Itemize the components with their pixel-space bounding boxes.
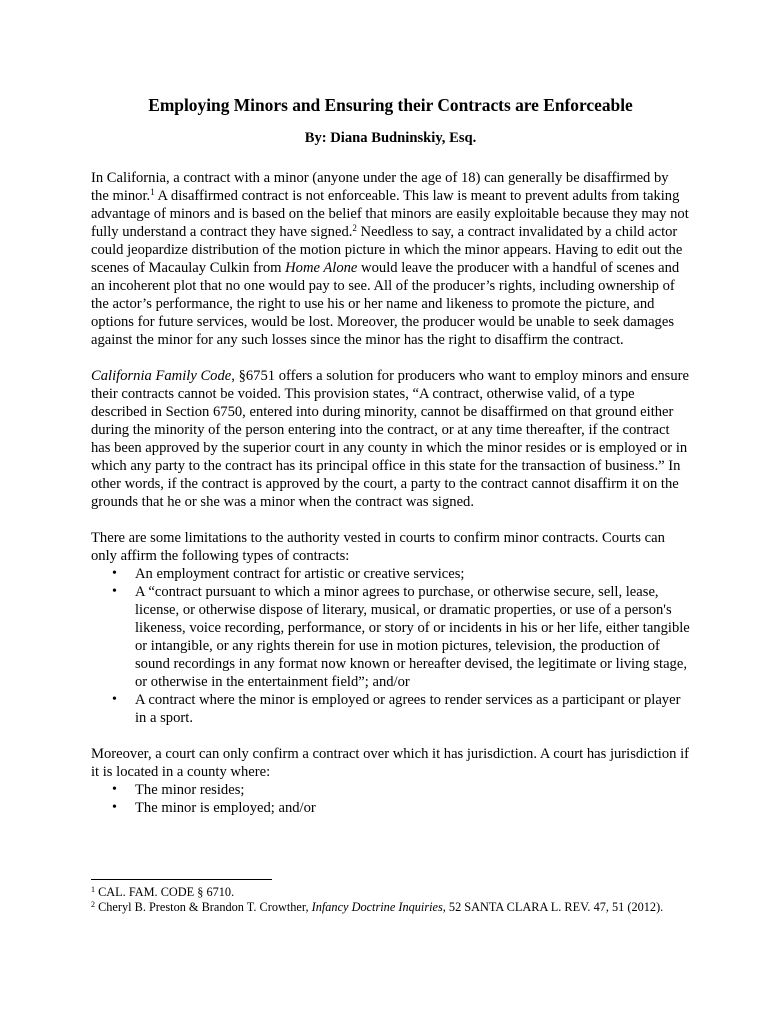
list-item [112,691,690,727]
author-byline: By: Diana Budninskiy, Esq. [304,130,477,146]
list-item [112,799,690,817]
footnote-ref-1[interactable]: 1 [150,187,155,197]
family-code-text: , §6751 offers a solution for producers who want to employ minors and ensure their contracts cannot be voided. This provision states, “A contract, otherwise valid, of a type described in Section 6750, entered into during minority, cannot be disaffirmed on that ground either during the minority of the person entering into the contract, or at any time thereafter, if the contract has been approved by the superior court in any county in which the minor resides or is employed or in which any party to the contract has its principal office in this state for the transaction of business.” In other words, if the contract is approved by the court, a party to the contract cannot disaffirm it on the grounds that he or she was a minor when the contract was signed. [91,368,689,510]
paragraph-family-code [91,367,690,511]
list-item [112,781,690,799]
article-title: Infancy Doctrine Inquiries [311,900,443,914]
list-item-text: The minor resides; [135,782,245,798]
footnote-text-pre: Cheryl B. Preston & Brandon T. Crowther, [98,900,312,914]
list-item-text: An employment contract for artistic or creative services; [135,566,465,582]
bullet-icon: • [112,782,117,797]
intro-text-2: A disaffirmed contract is not enforceable. This law is meant to prevent adults from taking advantage of minors and is based on the belief that minors are easily exploitable because they may not fully understand a contract they have signed. [91,188,689,240]
footnote-text-post: , 52 SANTA CLARA L. REV. 47, 51 (2012). [442,900,664,914]
intro-text-3: Needless to say, a contract invalidated by a child actor could jeopardize distribution of the motion picture in which the minor appears. Having to edit out the scenes of Macaulay Culkin from [91,224,683,276]
paragraph-jurisdiction: Moreover, a court can only confirm a contract over which it has jurisdiction. A court has jurisdiction if it is located in a county where: [91,746,690,780]
list-item [112,583,690,691]
footnotes [91,885,691,915]
bullet-icon: • [112,692,117,707]
footnote-1 [91,885,691,900]
footnote-2 [91,900,691,915]
footnote-text: CAL. FAM. CODE § 6710. [98,885,235,899]
document-title: Employing Minors and Ensuring their Contracts are Enforceable [148,95,633,115]
code-title: California Family Code [91,368,232,384]
list-item-text: The minor is employed; and/or [135,800,316,816]
bullet-icon: • [112,584,117,599]
intro-text-4: would leave the producer with a handful of scenes and an incoherent plot that no one would pay to see. All of the producer’s rights, including ownership of the actor’s performance, the right to use his or her name and likeness to promote the picture, and options for future services, would be lost. Moreover, the producer would be unable to seek damages against the minor for any such losses since the minor has the right to disaffirm the contract. [91,260,680,348]
footnote-divider [91,879,272,880]
footnote-number: 2 [91,900,95,909]
jurisdiction-list [91,781,690,817]
intro-text-1: In California, a contract with a minor (anyone under the age of 18) can generally be disaffirmed by the minor. [91,170,669,204]
paragraph-intro [91,169,690,349]
list-item-text: A “contract pursuant to which a minor agrees to purchase, or otherwise secure, sell, lease, license, or otherwise dispose of literary, musical, or dramatic properties, or use of a person's likeness, voice recording, performance, or story of or incidents in his or her life, either tangible or intangible, or any rights therein for use in motion pictures, television, the production of sound recordings in any format now known or hereafter devised, the legitimate or living stage, or otherwise in the entertainment field”; and/or [135,584,690,690]
contract-types-list [91,565,690,727]
paragraph-limitations: There are some limitations to the authority vested in courts to confirm minor contracts. Courts can only affirm the following types of contracts: [91,530,665,564]
list-item [112,565,690,583]
footnote-number: 1 [91,885,95,894]
footnote-ref-2[interactable]: 2 [352,223,357,233]
list-item-text: A contract where the minor is employed or agrees to render services as a participant or player in a sport. [135,692,681,726]
bullet-icon: • [112,566,117,581]
bullet-icon: • [112,800,117,815]
film-title: Home Alone [285,260,358,276]
